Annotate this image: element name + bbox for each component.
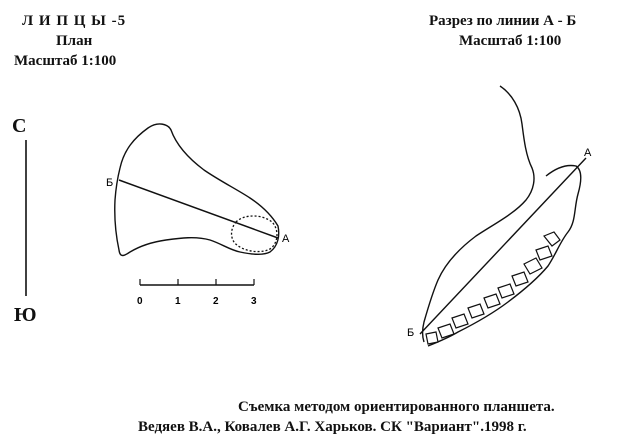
plan-point-b-label: Б [106,177,114,189]
rubble-block [498,284,514,298]
plan-cave-outline [115,124,279,256]
plan-chamber-outline [232,216,277,252]
rubble-block [452,314,468,328]
section-rubble [426,232,560,344]
rubble-block [544,232,560,246]
rubble-block [536,246,552,260]
caption-line1: Съемка методом ориентированного планшета. [238,399,555,415]
plan-subtitle: План [56,33,93,49]
section-point-a-label: А [584,147,592,159]
caption-line2: Ведяев В.А., Ковалев А.Г. Харьков. СК "Вариант".1998 г. [138,419,527,435]
section-point-b-label: Б [407,327,415,339]
scale-label-3: 3 [251,296,257,307]
section-title: Разрез по линии А - Б [429,13,577,29]
rubble-block [512,272,528,286]
section-scale: Масштаб 1:100 [459,33,562,49]
section-floor-outline [428,165,581,346]
north-label: С [12,115,27,137]
plan-title: Л И П Ц Ы -5 [22,13,127,29]
plan-ab-line [119,180,278,238]
scale-label-0: 0 [137,296,143,307]
plan-point-a-label: А [282,233,290,245]
rubble-block [524,258,542,274]
rubble-block [484,294,500,308]
rubble-block [426,332,438,344]
section-ab-line [420,158,586,334]
scale-bar [137,279,257,307]
rubble-block [468,304,484,318]
scale-label-1: 1 [175,296,181,307]
scale-label-2: 2 [213,296,219,307]
south-label: Ю [14,304,37,326]
plan-scale: Масштаб 1:100 [14,53,117,69]
section-ceiling-outline [423,86,535,342]
